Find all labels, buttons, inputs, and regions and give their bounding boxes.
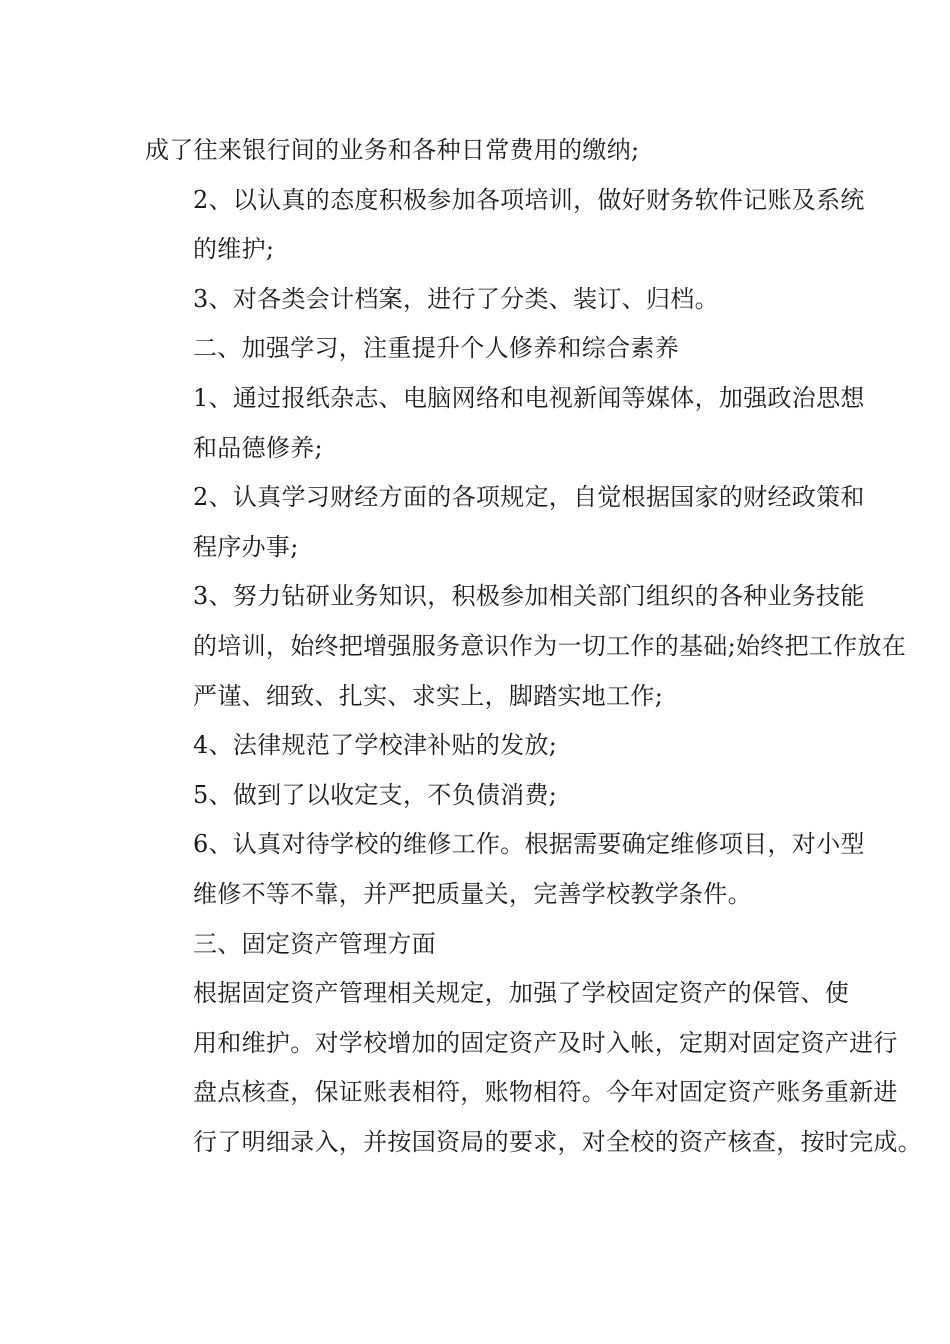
text-line: 根据固定资产管理相关规定，加强了学校固定资产的保管、使	[193, 979, 850, 1008]
text-line: 二、加强学习，注重提升个人修养和综合素养	[193, 334, 679, 363]
paragraph	[145, 572, 907, 721]
text-line: 1、通过报纸杂志、电脑网络和电视新闻等媒体，加强政治思想	[193, 383, 865, 412]
text-line: 维修不等不靠，并严把质量关，完善学校教学条件。	[193, 879, 752, 908]
paragraph	[145, 721, 825, 771]
text-line: 2、认真学习财经方面的各项规定，自觉根据国家的财经政策和	[193, 483, 865, 512]
text-line: 4、法律规范了学校津补贴的发放;	[193, 731, 558, 760]
paragraph	[145, 920, 825, 970]
text-line: 的培训，始终把增强服务意识作为一切工作的基础;始终把工作放在	[193, 631, 907, 660]
text-line: 3、对各类会计档案，进行了分类、装订、归档。	[193, 284, 719, 313]
paragraph	[145, 126, 825, 176]
paragraph	[145, 324, 825, 374]
paragraph	[145, 275, 825, 325]
text-line: 行了明细录入，并按国资局的要求，对全校的资产核查，按时完成。	[193, 1127, 922, 1156]
text-line: 严谨、细致、扎实、求实上，脚踏实地工作;	[193, 681, 664, 710]
text-line: 程序办事;	[193, 532, 299, 561]
text-line: 和品德修养;	[193, 433, 323, 462]
paragraph	[145, 771, 825, 821]
paragraph	[145, 820, 865, 919]
paragraph	[145, 473, 865, 572]
text-line: 6、认真对待学校的维修工作。根据需要确定维修项目，对小型	[193, 830, 865, 859]
paragraph	[145, 176, 865, 275]
text-line: 5、做到了以收定支，不负债消费;	[193, 780, 558, 809]
text-line: 成了往来银行间的业务和各种日常费用的缴纳;	[145, 136, 640, 164]
text-line: 三、固定资产管理方面	[193, 929, 436, 958]
text-line: 2、以认真的态度积极参加各项培训，做好财务软件记账及系统	[193, 185, 865, 214]
document-body	[145, 126, 922, 1167]
paragraph	[145, 969, 922, 1167]
paragraph	[145, 374, 865, 473]
text-line: 盘点核查，保证账表相符，账物相符。今年对固定资产账务重新进	[193, 1078, 898, 1107]
text-line: 3、努力钻研业务知识，积极参加相关部门组织的各种业务技能	[193, 582, 865, 611]
text-line: 用和维护。对学校增加的固定资产及时入帐，定期对固定资产进行	[193, 1028, 898, 1057]
text-line: 的维护;	[193, 235, 275, 264]
